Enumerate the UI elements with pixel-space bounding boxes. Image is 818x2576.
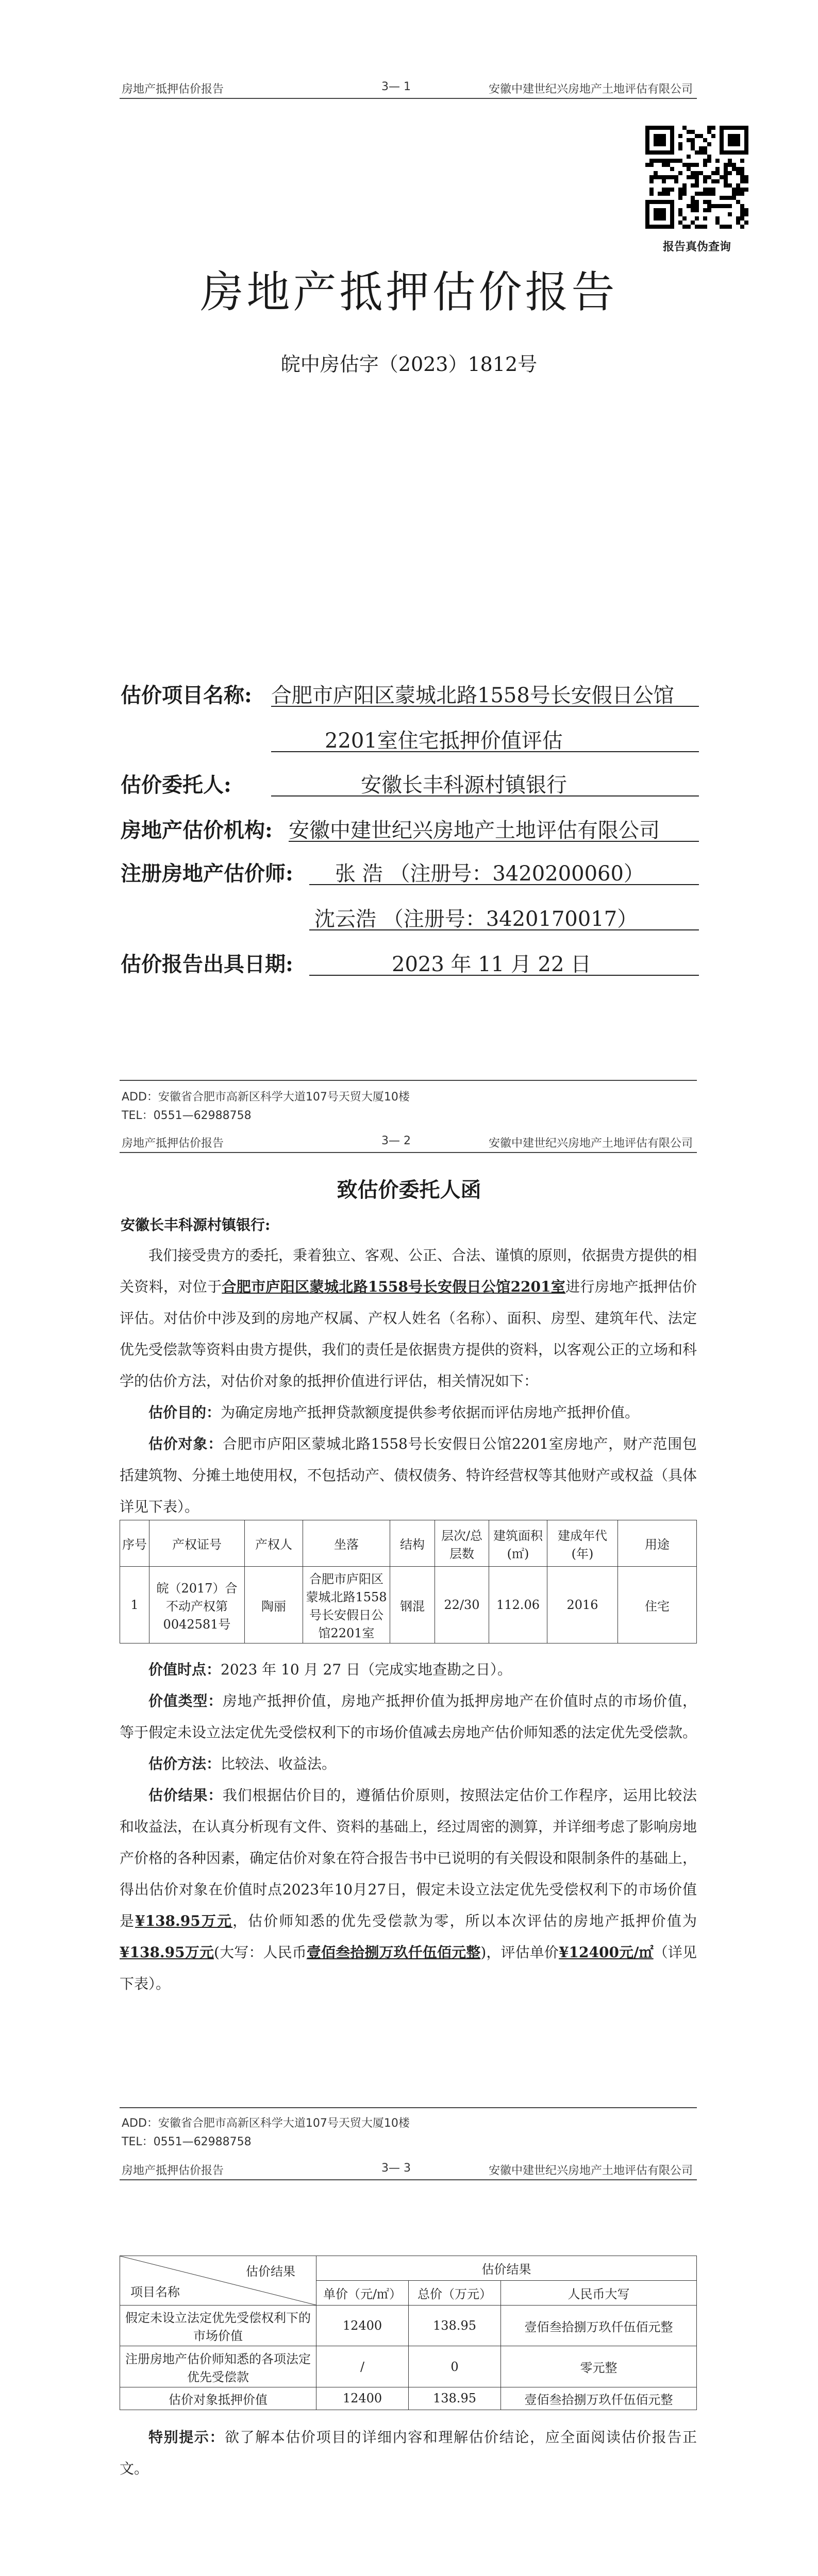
td-no: 1 [120, 1567, 149, 1643]
footer-tel: TEL：0551—62988758 [122, 1109, 252, 1122]
type-label: 价值类型： [148, 1692, 223, 1709]
footer-address: ADD：安徽省合肥市高新区科学大道107号天贸大厦10楼 [122, 2117, 410, 2130]
note-label: 特别提示： [148, 2429, 225, 2446]
td-structure: 钢混 [390, 1567, 435, 1643]
td-upper: 零元整 [501, 2346, 697, 2387]
agency-value: 安徽中建世纪兴房地产土地评估有限公司 [289, 819, 660, 842]
result-mortgage-value: ¥138.95万元 [120, 1944, 214, 1961]
agency-label: 房地产估价机构: [121, 818, 273, 842]
th-area: 建筑面积(㎡) [489, 1520, 547, 1567]
appraiser-underline-2 [309, 929, 699, 930]
td-upper: 壹佰叁拾捌万玖仟伍佰元整 [501, 2306, 697, 2346]
client-underline [271, 795, 699, 796]
td-total: 138.95 [409, 2306, 501, 2346]
td-item: 注册房地产估价师知悉的各项法定优先受偿款 [120, 2346, 316, 2387]
result-text-d: )，评估单价 [480, 1944, 559, 1961]
table-row [120, 2306, 697, 2346]
intro-text-a: 我们接受贵方的委托，秉着独立、客观、公正、合法、谨慎的原则，依据贵方提供的相关资料，对位于 [120, 1247, 697, 1295]
footer-tel: TEL：0551—62988758 [122, 2136, 252, 2148]
property-table [120, 1520, 697, 1643]
project-underline-1 [271, 706, 699, 707]
header-right: 安徽中建世纪兴房地产土地评估有限公司 [489, 2164, 693, 2177]
td-upper: 壹佰叁拾捌万玖仟伍佰元整 [501, 2387, 697, 2410]
header-right: 安徽中建世纪兴房地产土地评估有限公司 [489, 1137, 693, 1150]
result-text-a: 我们根据估价目的，遵循估价原则，按照法定估价工作程序，运用比较法和收益法，在认真分析现有文件、资料的基础上，经过周密的测算，并详细考虑了影响房地产价格的各种因素，确定估价对象在符合报告书中已说明的有关假设和限制条件的基础上，得出估价对象在价值时点2023年10月27日，假定未设立法定优先受偿权利下的市场价值是 [120, 1787, 697, 1929]
th-location: 坐落 [303, 1520, 390, 1567]
th-total: 总价（万元） [409, 2281, 501, 2306]
intro-text-b: 进行房地产抵押估价评估。对估价中涉及到的房地产权属、产权人姓名（名称）、面积、房型、建筑年代、法定优先受偿款等资料由贵方提供，我们的责任是依据贵方提供的资料，以客观公正的立场和科学的估价方法，对估价对象的抵押价值进行评估，相关情况如下： [120, 1278, 697, 1389]
header-left: 房地产抵押估价报告 [122, 83, 224, 96]
date-value: 2023 年 11 月 22 日 [392, 953, 592, 976]
td-use: 住宅 [618, 1567, 697, 1643]
result-upper-value: 壹佰叁拾捌万玖仟伍佰元整 [306, 1944, 481, 1961]
header-page-number: 3— 1 [381, 80, 411, 93]
footer-address: ADD：安徽省合肥市高新区科学大道107号天贸大厦10楼 [122, 1091, 410, 1104]
letter-intro [120, 1240, 697, 1522]
object-label: 估价对象： [148, 1435, 223, 1452]
td-owner: 陶丽 [245, 1567, 303, 1643]
th-unit: 单价（元/㎡） [316, 2281, 409, 2306]
table-row [120, 2346, 697, 2387]
td-item: 假定未设立法定优先受偿权利下的市场价值 [120, 2306, 316, 2346]
project-label: 估价项目名称: [121, 683, 252, 707]
td-unit: 12400 [316, 2387, 409, 2410]
header-rule [120, 98, 697, 99]
purpose-text: 为确定房地产抵押贷款额度提供参考依据而评估房地产抵押价值。 [221, 1404, 640, 1421]
th-floor: 层次/总层数 [435, 1520, 489, 1567]
th-upper: 人民币大写 [501, 2281, 697, 2306]
td-area: 112.06 [489, 1567, 547, 1643]
diag-item-label: 项目名称 [130, 2285, 180, 2299]
report-number: 皖中房估字（2023）1812号 [280, 353, 538, 376]
diagonal-header-cell [120, 2256, 316, 2306]
result-market-value: ¥138.95万元 [135, 1912, 233, 1929]
td-year: 2016 [547, 1567, 618, 1643]
result-label: 估价结果： [148, 1787, 223, 1804]
type-text: 房地产抵押价值，房地产抵押价值为抵押房地产在价值时点的市场价值，等于假定未设立法定优先受偿权利下的市场价值减去房地产估价师知悉的法定优先受偿款。 [120, 1692, 697, 1741]
result-text-c: (大写：人民币 [214, 1944, 307, 1961]
table-header-row [120, 1520, 697, 1567]
agency-underline [289, 841, 699, 842]
method-text: 比较法、收益法。 [221, 1755, 337, 1772]
td-total: 0 [409, 2346, 501, 2387]
table-row [120, 1567, 697, 1643]
diag-type-label: 估价结果 [246, 2264, 295, 2279]
result-table-head-1 [120, 2256, 697, 2281]
header-page-number: 3— 2 [381, 1134, 411, 1147]
result-text-b: ，估价师知悉的优先受偿款为零，所以本次评估的房地产抵押价值为 [232, 1912, 697, 1929]
project-underline-2 [271, 751, 699, 752]
th-structure: 结构 [390, 1520, 435, 1567]
header-left: 房地产抵押估价报告 [122, 1137, 224, 1150]
client-value: 安徽长丰科源村镇银行 [361, 773, 567, 797]
appraiser-label: 注册房地产估价师: [121, 861, 293, 886]
date-label: 估价报告出具日期: [121, 952, 293, 976]
th-use: 用途 [618, 1520, 697, 1567]
result-table [120, 2256, 697, 2410]
header-page-number: 3— 3 [381, 2162, 411, 2175]
letter-title: 致估价委托人函 [337, 1178, 481, 1202]
header-rule [120, 1152, 697, 1153]
project-value-line1: 合肥市庐阳区蒙城北路1558号长安假日公馆 [271, 684, 674, 707]
salutation: 安徽长丰科源村镇银行: [121, 1216, 271, 1233]
letter-details [120, 1654, 697, 1999]
table-row [120, 2387, 697, 2410]
header-left: 房地产抵押估价报告 [122, 2164, 224, 2177]
method-label: 估价方法： [148, 1755, 221, 1772]
qr-caption: 报告真伪查询 [662, 241, 731, 253]
appraiser-1: 张 浩 （注册号：3420200060） [335, 862, 644, 886]
cover-title: 房地产抵押估价报告 [200, 267, 618, 317]
header-rule [120, 2179, 697, 2180]
point-label: 价值时点： [148, 1661, 221, 1678]
point-text: 2023 年 10 月 27 日（完成实地查勘之日）。 [221, 1661, 512, 1678]
td-item: 估价对象抵押价值 [120, 2387, 316, 2410]
appraiser-2: 沈云浩 （注册号：3420170017） [314, 907, 638, 931]
footer-rule [120, 1080, 697, 1081]
note-text: 欲了解本估价项目的详细内容和理解估价结论，应全面阅读估价报告正文。 [120, 2429, 697, 2477]
td-unit: / [316, 2346, 409, 2387]
td-total: 138.95 [409, 2387, 501, 2410]
intro-address: 合肥市庐阳区蒙城北路1558号长安假日公馆2201室 [222, 1278, 566, 1295]
result-unit-price: ¥12400元/㎡ [559, 1944, 654, 1961]
th-cert: 产权证号 [149, 1520, 245, 1567]
client-label: 估价委托人: [121, 773, 231, 797]
th-owner: 产权人 [245, 1520, 303, 1567]
td-floor: 22/30 [435, 1567, 489, 1643]
td-location: 合肥市庐阳区蒙城北路1558号长安假日公馆2201室 [303, 1567, 390, 1643]
date-underline [309, 975, 699, 976]
th-no: 序号 [120, 1520, 149, 1567]
result-text-e: （详见下表）。 [120, 1944, 697, 1992]
qr-code-icon[interactable] [645, 126, 748, 229]
special-note [120, 2421, 697, 2484]
appraiser-underline-1 [309, 884, 699, 885]
project-value-line2: 2201室住宅抵押价值评估 [325, 729, 563, 753]
td-unit: 12400 [316, 2306, 409, 2346]
td-cert: 皖（2017）合不动产权第0042581号 [149, 1567, 245, 1643]
header-right: 安徽中建世纪兴房地产土地评估有限公司 [489, 83, 693, 96]
th-result: 估价结果 [316, 2256, 697, 2281]
th-year: 建成年代(年) [547, 1520, 618, 1567]
footer-rule [120, 2107, 697, 2108]
purpose-label: 估价目的： [148, 1404, 221, 1421]
object-text: 合肥市庐阳区蒙城北路1558号长安假日公馆2201室房地产，财产范围包括建筑物、分摊土地使用权，不包括动产、债权债务、特许经营权等其他财产或权益（具体详见下表）。 [120, 1435, 697, 1515]
